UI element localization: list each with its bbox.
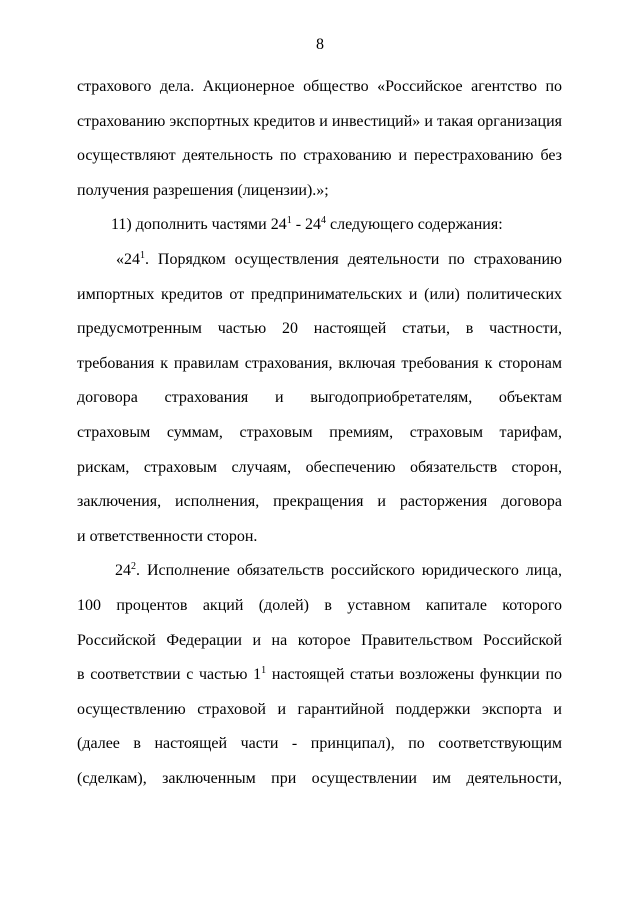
part-24-1-first-line: «$24^1$. Порядком осуществления деятельности по страхованию	[116, 249, 562, 268]
superscript: 4	[321, 215, 327, 227]
text-line: осуществляют деятельность по страхованию и перестрахованию без	[77, 147, 562, 165]
document-body	[77, 70, 562, 796]
superscript: 1	[286, 215, 292, 227]
text-line: договора страхования и выгодоприобретателям, объектам	[77, 389, 562, 407]
text-line: в соответствии с частью $1^1$ настоящей статьи возложены функции по	[77, 665, 562, 684]
text-line: страхового дела. Акционерное общество «Российское агентство по	[77, 78, 562, 95]
amendment-item-11: 11) дополнить частями $24^1 - 24^4$ следующего содержания:	[111, 215, 503, 234]
text-line: Российской Федерации и на которое Правительством Российской	[77, 631, 562, 649]
superscript: 1	[261, 665, 267, 677]
text-line: и ответственности сторон.	[77, 527, 258, 545]
text-line: страхованию экспортных кредитов и инвестиций» и такая организация	[77, 112, 562, 130]
part-24-2-first-line: $24^2$. Исполнение обязательств российского юридического лица,	[115, 561, 562, 580]
text-line: заключения, исполнения, прекращения и расторжения договора	[77, 493, 562, 511]
page-number: 8	[316, 36, 324, 53]
text-line: рискам, страховым случаям, обеспечению обязательств сторон,	[77, 458, 562, 476]
text-line: (сделкам), заключенным при осуществлении им деятельности,	[77, 769, 562, 787]
superscript: 2	[131, 561, 136, 573]
text-line: 100 процентов акций (долей) в уставном капитале которого	[77, 596, 562, 614]
text-line: импортных кредитов от предпринимательских и (или) политических	[77, 285, 562, 303]
text-line: получения разрешения (лицензии).»;	[77, 181, 329, 199]
text-line: страховым суммам, страховым премиям, страховым тарифам,	[77, 423, 562, 441]
text-line: (далее в настоящей части - принципал), по соответствующим	[77, 735, 562, 753]
text-line: требования к правилам страхования, включая требования к сторонам	[77, 354, 562, 372]
text-line: осуществлению страховой и гарантийной поддержки экспорта и	[77, 700, 562, 718]
superscript: 1	[140, 249, 145, 261]
text-line: предусмотренным частью 20 настоящей статьи, в частности,	[77, 320, 562, 338]
